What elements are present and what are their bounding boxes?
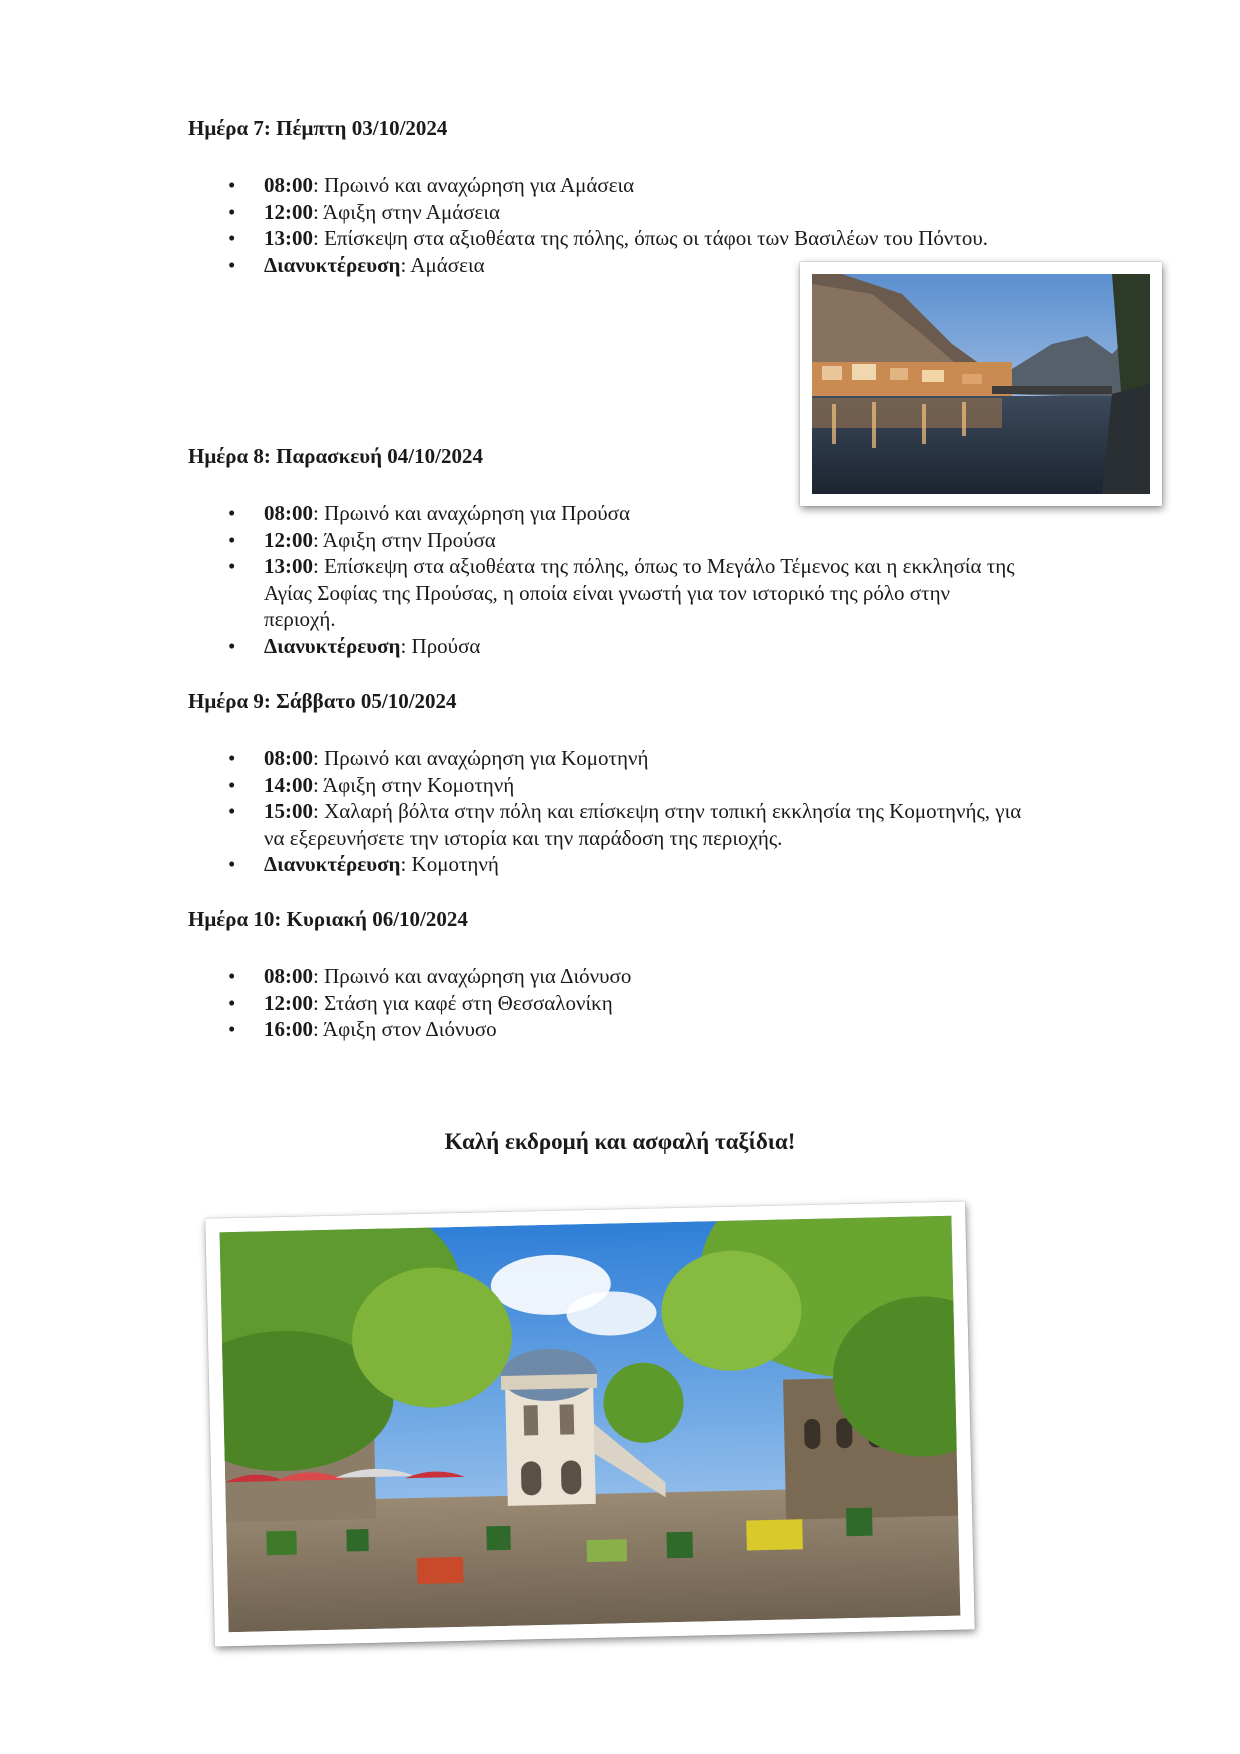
bullet-icon: • (228, 554, 236, 578)
list-item: • 12:00: Άφιξη στην Αμάσεια (228, 199, 501, 224)
list-item: • 14:00: Άφιξη στην Κομοτηνή (228, 772, 515, 797)
day-8-schedule (228, 500, 1024, 659)
bullet-icon: • (228, 799, 236, 823)
day-10-schedule (228, 963, 631, 1043)
bullet-icon: • (228, 772, 236, 797)
bullet-icon: • (228, 1017, 236, 1041)
list-item: • 08:00: Πρωινό και αναχώρηση για Διόνυσο (228, 964, 632, 988)
list-item: • 08:00: Πρωινό και αναχώρηση για Προύσα (228, 501, 630, 525)
list-item: • 15:00: Χαλαρή βόλτα στην πόλη και επίσκεψη στην τοπική εκκλησία της Κομοτηνής, για να εξερευνήσετε την ιστορία και την παράδοση της περιοχής. (228, 799, 1022, 850)
day-7-heading: Ημέρα 7: Πέμπτη 03/10/2024 (188, 116, 448, 140)
list-item: • 08:00: Πρωινό και αναχώρηση για Αμάσεια (228, 173, 635, 197)
list-item: • 16:00: Άφιξη στον Διόνυσο (228, 1017, 497, 1041)
list-item: • 08:00: Πρωινό και αναχώρηση για Κομοτηνή (228, 746, 649, 770)
bullet-icon: • (228, 252, 236, 277)
bullet-icon: • (228, 964, 236, 988)
day-9-schedule (228, 745, 1024, 878)
list-item: • Διανυκτέρευση: Κομοτηνή (228, 852, 499, 876)
bullet-icon: • (228, 746, 236, 770)
bullet-icon: • (228, 990, 236, 1015)
day-9-heading: Ημέρα 9: Σάββατο 05/10/2024 (188, 689, 457, 713)
bursa-courtyard-photo (205, 1201, 975, 1646)
amasya-photo (800, 262, 1162, 506)
bullet-icon: • (228, 852, 236, 876)
bullet-icon: • (228, 199, 236, 224)
list-item: • 13:00: Επίσκεψη στα αξιοθέατα της πόλης, όπως οι τάφοι των Βασιλέων του Πόντου. (228, 226, 988, 250)
list-item: • 12:00: Στάση για καφέ στη Θεσσαλονίκη (228, 990, 613, 1015)
bullet-icon: • (228, 527, 236, 552)
day-10-heading: Ημέρα 10: Κυριακή 06/10/2024 (188, 907, 468, 931)
bullet-icon: • (228, 226, 236, 250)
bullet-icon: • (228, 501, 236, 525)
list-item: • Διανυκτέρευση: Αμάσεια (228, 252, 485, 277)
list-item: • 12:00: Άφιξη στην Προύσα (228, 527, 496, 552)
bullet-icon: • (228, 173, 236, 197)
list-item: • 13:00: Επίσκεψη στα αξιοθέατα της πόλης, όπως το Μεγάλο Τέμενος και η εκκλησία της Αγίας Σοφίας της Προύσας, η οποία είναι γνωστή για τον ιστορικό της ρόλο στην περιοχή. (228, 554, 1015, 631)
day-8-heading: Ημέρα 8: Παρασκευή 04/10/2024 (188, 444, 483, 468)
bullet-icon: • (228, 633, 236, 658)
closing-message: Καλή εκδρομή και ασφαλή ταξίδια! (444, 1129, 796, 1154)
list-item: • Διανυκτέρευση: Προύσα (228, 633, 481, 658)
